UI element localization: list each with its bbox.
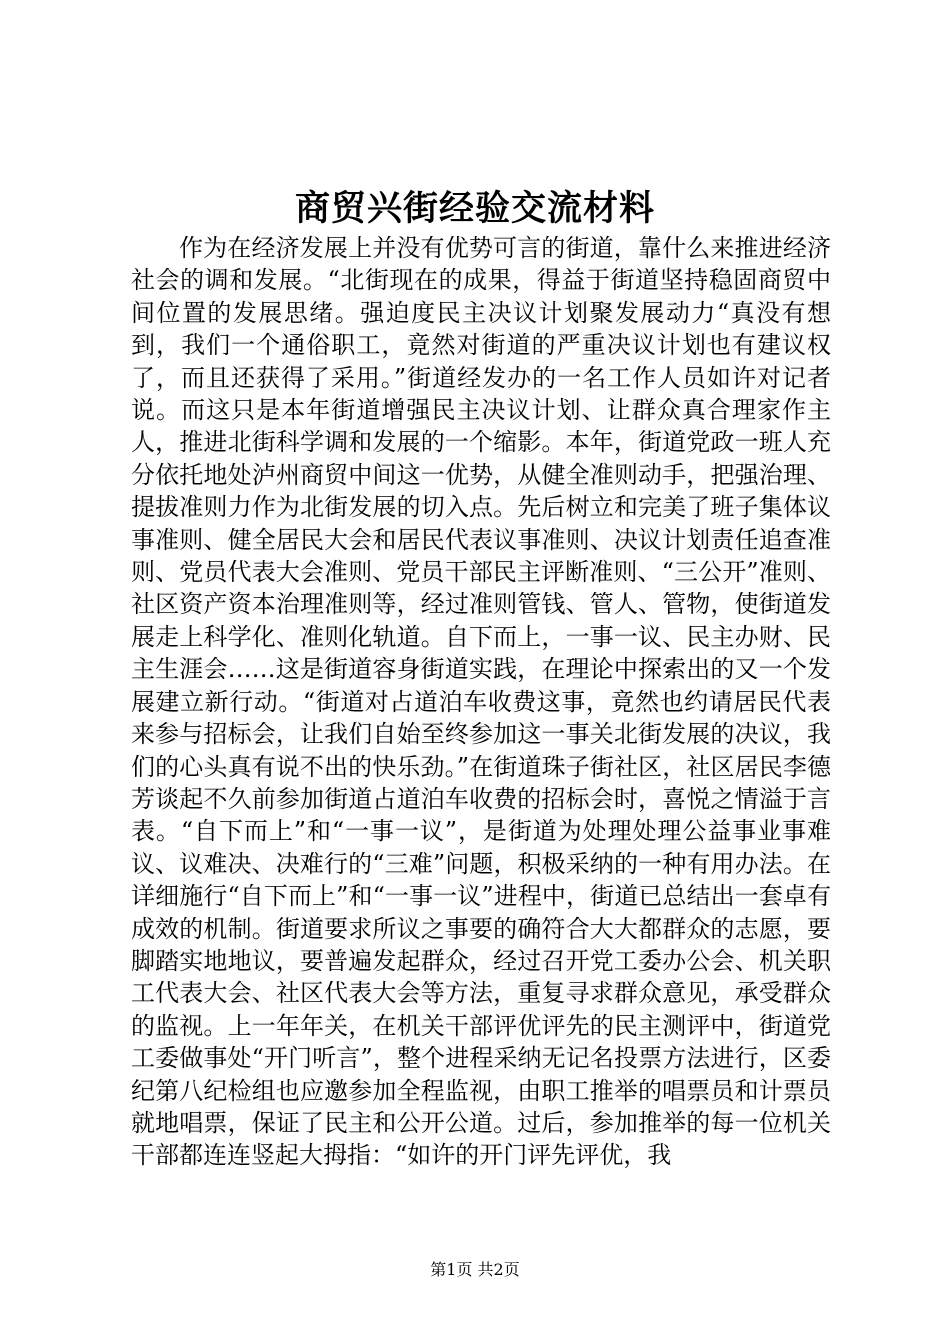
page-footer: 第1页 共2页 <box>430 1260 520 1279</box>
document-body: 作为在经济发展上并没有优势可言的街道，靠什么来推进经济社会的调和发展。“北街现在的成果，得益于街道坚持稳固商贸中间位置的发展思绪。强迫度民主决议计划聚发展动力“真没有想到，我们一个通俗职工，竟然对街道的严重决议计划也有建议权了，而且还获得了采用。”街道经发办的一名工作人员如许对记者说。而这只是本年街道增强民主决议计划、让群众真合理家作主人，推进北街科学调和发展的一个缩影。本年，街道党政一班人充分依托地处泸州商贸中间这一优势，从健全准则动手，把强治理、提拔准则力作为北街发展的切入点。先后树立和完美了班子集体议事准则、健全居民大会和居民代表议事准则、决议计划责任追查准则、党员代表大会准则、党员干部民主评断准则、“三公开”准则、社区资产资本治理准则等，经过准则管钱、管人、管物，使街道发展走上科学化、准则化轨道。自下而上，一事一议、民主办财、民主生涯会……这是街道容身街道实践，在理论中探索出的又一个发展建立新行动。“街道对占道泊车收费这事，竟然也约请居民代表来参与招标会，让我们自始至终参加这一事关北街发展的决议，我们的心头真有说不出的快乐劲。”在街道珠子街社区，社区居民李德芳谈起不久前参加街道占道泊车收费的招标会时，喜悦之情溢于言表。“自下而上”和“一事一议”，是街道为处理处理公益事业事难议、议难决、决难行的“三难”问题，积极采纳的一种有用办法。在详细施行“自下而上”和“一事一议”进程中，街道已总结出一套卓有成效的机制。街道要求所议之事要的确符合大大都群众的志愿，要脚踏实地地议，要普遍发起群众，经过召开党工委办公会、机关职工代表大会、社区代表大会等方法，重复寻求群众意见，承受群众的监视。上一年年关，在机关干部评优评先的民主测评中，街道党工委做事处“开门听言”，整个进程采纳无记名投票方法进行，区委纪第八纪检组也应邀参加全程监视，由职工推举的唱票员和计票员就地唱票，保证了民主和公开公道。过后，参加推举的每一位机关干部都连连竖起大拇指：“如许的开门评先评优，我 <box>131 234 831 1170</box>
document-title: 商贸兴街经验交流材料 <box>294 188 655 229</box>
